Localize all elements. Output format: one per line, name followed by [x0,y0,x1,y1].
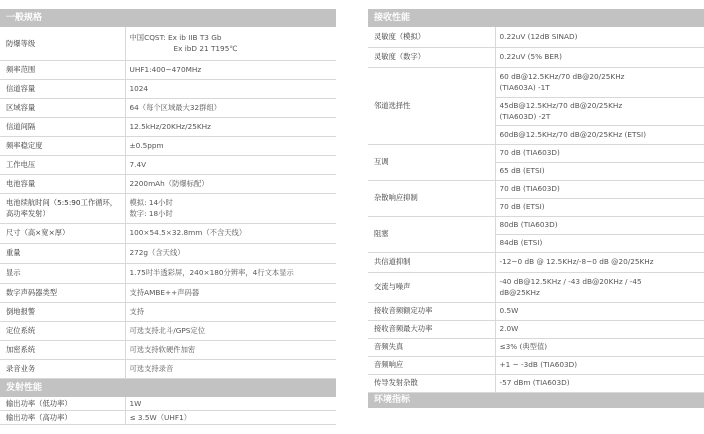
spec-label: 交流与噪声 [368,272,495,302]
spec-row [0,243,336,263]
spec-value [125,397,336,411]
spec-value [495,97,704,125]
spec-label: 互调 [368,144,495,180]
spec-row [0,79,336,98]
spec-value-line: 80dB (TIA603D) [499,220,558,230]
spec-label: 频率范围 [0,60,125,79]
spec-value-line: 12.5kHz/20KHz/25KHz [129,121,211,131]
spec-value-line: 支持 [129,306,145,316]
spec-value [125,223,336,243]
spec-label: 加密系统 [0,340,125,359]
spec-value-line: 1024 [129,83,149,93]
spec-row [368,252,704,272]
spec-value-line: dB@25KHz [499,288,540,297]
spec-value-line: 45dB@12.5KHz/70 dB@20/25KHz [499,100,623,110]
general-specs-column [0,9,336,425]
spec-value-line: 数字: 18小时 [129,209,173,218]
spec-row [0,117,336,136]
spec-label: 输出功率（低功率） [0,397,125,411]
spec-label: 灵敏度（数字） [368,47,495,67]
spec-value [495,144,704,162]
spec-value [125,98,336,117]
spec-value-line: 70 dB (ETSI) [499,202,545,212]
spec-label: 录音业务 [0,359,125,378]
spec-value [495,374,704,392]
spec-row [0,136,336,155]
spec-value [125,411,336,425]
spec-value-line: 可选支持软硬件加密 [129,344,196,354]
spec-label: 接收音频额定功率 [368,302,495,320]
spec-row [0,174,336,193]
spec-row [0,155,336,174]
spec-row [368,320,704,338]
spec-value-line: -40 dB@12.5KHz / -43 dB@20KHz / -45 [499,276,642,286]
spec-row [0,397,336,411]
spec-value-line: 70 dB (TIA603D) [499,184,560,194]
spec-row [368,67,704,97]
spec-value [495,234,704,252]
spec-label: 工作电压 [0,155,125,174]
spec-label: 传导发射杂散 [368,374,495,392]
spec-value-line: 1W [129,398,142,408]
spec-value [495,180,704,198]
spec-label: 音频失真 [368,338,495,356]
spec-value [125,283,336,302]
spec-value [495,125,704,144]
spec-value [125,359,336,378]
spec-value-line: (TIA603D) -2T [499,112,551,121]
spec-value-line: 65 dB (ETSI) [499,166,545,176]
spec-value-line: 1.75吋半透彩屏，240×180分辨率，4行文本显示 [129,268,294,278]
general-specs-table [0,27,336,379]
spec-value [495,162,704,180]
spec-value [125,321,336,340]
spec-label: 电池续航时间（5:5:90工作循环，高功率发射） [0,193,125,223]
spec-value [125,302,336,321]
spec-value [125,155,336,174]
spec-value-line: ≤3% (典型值) [499,342,548,352]
section-header-environment: 环境指标 [368,393,704,408]
spec-value-line: -12~0 dB @ 12.5KHz/-8~0 dB @20/25KHz [499,257,654,267]
spec-label: 显示 [0,263,125,283]
spec-row [0,302,336,321]
spec-label: 防爆等级 [0,27,125,60]
spec-value-line: ≤ 3.5W（UHF1） [129,412,192,422]
spec-value-line: 64（每个区域最大32群组） [129,102,222,112]
spec-row [368,374,704,392]
spec-label: 频率稳定度 [0,136,125,155]
section-header-transmit: 发射性能 [0,379,336,397]
spec-value [495,47,704,67]
spec-row [368,47,704,67]
transmit-specs-table [0,397,336,426]
spec-row [368,144,704,162]
spec-label: 音频响应 [368,356,495,374]
spec-value-line: 2200mAh（防爆标配） [129,178,209,188]
section-header-general: 一般规格 [0,9,336,27]
spec-label: 灵敏度（模拟） [368,27,495,47]
spec-value [125,79,336,98]
spec-value-line: Ex ibD 21 T195℃ [173,44,238,54]
spec-label: 邻道选择性 [368,67,495,144]
spec-value [125,136,336,155]
spec-label: 信道容量 [0,79,125,98]
spec-value [495,198,704,216]
spec-value-line: 模拟: 14小时 [129,197,173,207]
section-header-receive: 接收性能 [368,9,704,27]
spec-value-line: 0.5W [499,306,519,316]
spec-value-line: 60 dB@12.5KHz/70 dB@20/25KHz [499,71,625,81]
spec-value-line: 中国CQST: Ex ib IIB T3 Gb [129,32,222,42]
spec-value-line: 支持AMBE++声码器 [129,287,200,297]
spec-value [495,302,704,320]
spec-row [0,60,336,79]
spec-value-line: 100×54.5×32.8mm（不含天线） [129,228,247,238]
spec-label: 接收音频最大功率 [368,320,495,338]
spec-value [125,60,336,79]
spec-row [368,302,704,320]
spec-value-line: 70 dB (TIA603D) [499,148,560,158]
spec-row [368,272,704,302]
spec-value [125,243,336,263]
spec-row [368,216,704,234]
spec-value [125,174,336,193]
spec-value-line: 7.4V [129,159,147,169]
spec-value-line: 2.0W [499,324,519,334]
spec-value [495,320,704,338]
spec-row [368,356,704,374]
spec-value-line: 0.22uV (12dB SINAD) [499,32,578,41]
spec-label: 数字声码器类型 [0,283,125,302]
spec-value [495,356,704,374]
spec-row [368,338,704,356]
spec-value-line: 0.22uV (5% BER) [499,52,562,62]
spec-value [495,67,704,97]
spec-row [0,263,336,283]
spec-value [125,340,336,359]
spec-value [495,216,704,234]
spec-value-line: 84dB (ETSI) [499,238,543,248]
spec-label: 共信道抑制 [368,252,495,272]
spec-value-line: (TIA603A) -1T [499,83,550,92]
spec-row [0,321,336,340]
spec-row [0,340,336,359]
spec-row [0,411,336,425]
spec-row [0,98,336,117]
spec-value [125,117,336,136]
spec-value [495,272,704,302]
spec-label: 电池容量 [0,174,125,193]
receive-specs-table [368,27,704,393]
spec-row [0,27,336,60]
spec-value [495,338,704,356]
spec-value-line: 可选支持北斗/GPS定位 [129,325,206,335]
spec-value [125,263,336,283]
spec-row [0,193,336,223]
receive-specs-column [368,9,704,408]
spec-label: 倒地报警 [0,302,125,321]
spec-value-line: -57 dBm (TIA603D) [499,378,570,388]
spec-row [0,283,336,302]
spec-row [0,223,336,243]
spec-value-line: +1 ~ -3dB (TIA603D) [499,360,578,370]
spec-label: 区域容量 [0,98,125,117]
spec-value-line: 272g（含天线） [129,248,185,258]
spec-label: 阻塞 [368,216,495,252]
spec-row [368,27,704,47]
spec-label: 重量 [0,243,125,263]
spec-label: 尺寸（高×宽×厚） [0,223,125,243]
spec-label: 输出功率（高功率） [0,411,125,425]
spec-row [368,180,704,198]
spec-label: 定位系统 [0,321,125,340]
spec-value [495,27,704,47]
spec-value-line: 可选支持录音 [129,363,174,373]
spec-value [125,193,336,223]
spec-label: 信道间隔 [0,117,125,136]
spec-value [495,252,704,272]
spec-row [0,359,336,378]
spec-value [125,27,336,60]
spec-value-line: 60dB@12.5KHz/70 dB@20/25KHz (ETSI) [499,129,647,139]
spec-value-line: UHF1:400~470MHz [129,64,202,74]
spec-label: 杂散响应抑制 [368,180,495,216]
spec-value-line: ±0.5ppm [129,140,164,150]
